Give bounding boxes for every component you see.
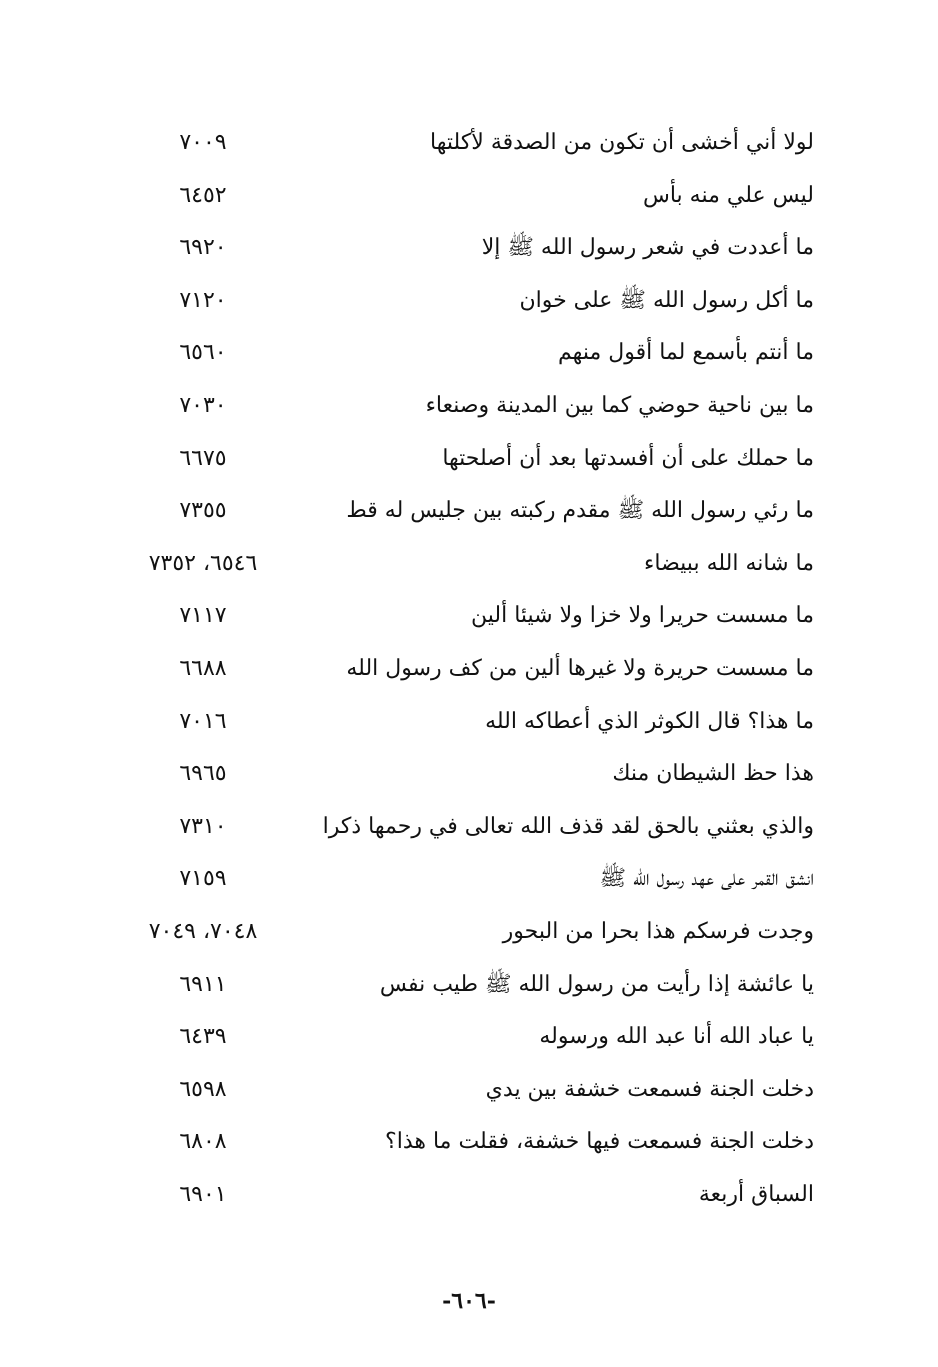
hadith-text: ما رئي رسول الله ﷺ مقدم ركبته بين جليس له قط	[346, 498, 814, 524]
hadith-number: ٧٠٠٩	[179, 130, 227, 155]
hadith-number: ٦٥٩٨	[179, 1076, 227, 1102]
index-entry	[0, 434, 938, 487]
index-entry	[0, 328, 938, 381]
hadith-number: ٧١١٧	[179, 603, 227, 629]
hadith-number: ٦٤٥٢	[179, 182, 227, 208]
index-entry	[0, 276, 938, 329]
index-entry	[0, 171, 938, 224]
hadith-number: ٧٣١٠	[179, 813, 227, 839]
index-entry	[0, 644, 938, 697]
index-entry	[0, 1170, 938, 1223]
hadith-number: ٦٩٠١	[179, 1181, 227, 1207]
hadith-text: ما بين ناحية حوضي كما بين المدينة وصنعاء	[425, 392, 814, 418]
hadith-number: ٧١٥٩	[179, 866, 227, 892]
hadith-text: ما مسست حريرا ولا خزا ولا شيئا ألين	[471, 603, 814, 629]
hadith-number: ٦٤٣٩	[179, 1024, 227, 1050]
hadith-number: ٦٩٢٠	[179, 235, 227, 261]
index-entry	[0, 381, 938, 434]
hadith-number: ٦٦٧٥	[179, 445, 227, 471]
hadith-text: ما أكل رسول الله ﷺ على خوان	[519, 287, 814, 313]
index-entry	[0, 591, 938, 644]
index-entry	[0, 118, 938, 171]
hadith-text: ما مسست حريرة ولا غيرها ألين من كف رسول الله	[346, 655, 814, 681]
index-entry	[0, 486, 938, 539]
index-entry	[0, 223, 938, 276]
hadith-number: ٧٠١٦	[179, 708, 227, 734]
hadith-number: ٦٥٤٦، ٧٣٥٢	[148, 550, 258, 576]
hadith-number: ٦٩٦٥	[179, 761, 227, 787]
hadith-text: يا عباد الله أنا عبد الله ورسوله	[539, 1024, 814, 1050]
index-entry	[0, 960, 938, 1013]
index-entry	[0, 854, 938, 907]
index-entry	[0, 1065, 938, 1118]
hadith-number: ٧٠٣٠	[179, 392, 227, 418]
hadith-text: وجدت فرسكم هذا بحرا من البحور	[502, 918, 814, 944]
hadith-number: ٦٥٦٠	[179, 340, 227, 366]
hadith-text: ما هذا؟ قال الكوثر الذي أعطاكه الله	[485, 708, 814, 734]
index-entry	[0, 907, 938, 960]
hadith-number: ٦٩١١	[179, 971, 227, 997]
hadith-number: ٧٠٤٨، ٧٠٤٩	[148, 918, 258, 944]
hadith-number: ٧٣٥٥	[179, 498, 227, 524]
hadith-number: ٦٨٠٨	[179, 1129, 227, 1155]
hadith-text: دخلت الجنة فسمعت فيها خشفة، فقلت ما هذا؟	[385, 1129, 814, 1155]
hadith-text: ما أعددت في شعر رسول الله ﷺ إلا	[481, 235, 814, 261]
hadith-text: لولا أني أخشى أن تكون من الصدقة لأكلتها	[430, 130, 814, 155]
hadith-text: ليس علي منه بأس	[642, 182, 814, 208]
hadith-number: ٦٦٨٨	[179, 655, 227, 681]
hadith-text: هذا حظ الشيطان منك	[612, 761, 814, 787]
hadith-text: ما حملك على أن أفسدتها بعد أن أصلحتها	[442, 445, 814, 471]
index-entry	[0, 802, 938, 855]
hadith-text: دخلت الجنة فسمعت خشفة بين يدي	[485, 1076, 814, 1102]
hadith-number: ٧١٢٠	[179, 287, 227, 313]
index-entry	[0, 749, 938, 802]
index-entry	[0, 1012, 938, 1065]
hadith-text: والذي بعثني بالحق لقد قذف الله تعالى في رحمها ذكرا	[322, 813, 814, 839]
hadith-text: ما شانه الله ببيضاء	[644, 550, 814, 576]
hadith-index-list	[0, 118, 938, 1222]
index-entry	[0, 697, 938, 750]
index-entry	[0, 1117, 938, 1170]
index-entry	[0, 539, 938, 592]
hadith-text: ما أنتم بأسمع لما أقول منهم	[558, 340, 814, 366]
hadith-text: يا عائشة إذا رأيت من رسول الله ﷺ طيب نفس	[379, 971, 814, 997]
page-number: -٦٠٦-	[442, 1288, 496, 1314]
hadith-text: انشق القمر على عهد رسول الله ﷺ	[599, 866, 814, 892]
hadith-text: السباق أربعة	[698, 1181, 814, 1207]
